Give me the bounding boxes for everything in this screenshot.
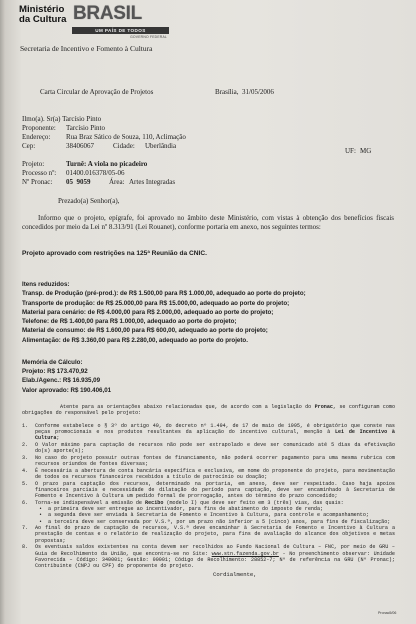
obligations-intro	[22, 404, 395, 416]
pronac-value: 05 9059	[66, 178, 91, 186]
obligation-item	[22, 468, 395, 480]
greeting: Prezado(a) Senhor(a),	[58, 197, 120, 205]
obligation-number: 7.	[22, 525, 29, 532]
reduced-item: Transporte de produção: de R$ 25.000,00 para R$ 15.000,00, adequado ao porte do projeto;	[22, 299, 290, 307]
approval-statement: Projeto aprovado com restrições na 125ª Reunião da CNIC.	[22, 250, 207, 257]
obligation-item	[22, 423, 395, 442]
receipt-copy-text: a primeira deve ser entregue ao incentivador, para fins de abatimento do imposto de renda;	[48, 506, 324, 513]
logo-band: UM PAÍS DE TODOS	[72, 27, 169, 34]
proponent-value: Tarcísio Pinto	[66, 124, 105, 132]
obligation-text-end: - No preenchimento observar: Unidade Favorecida – Código: 340001; Gestão: 00001; Código de Recolhimento: 28852-7; Nº de referência na GRU (Nº Pronac); Contribuinte (CNPJ ou CPF) do proponente do projeto.	[35, 550, 395, 569]
obligation-text: O prazo para captação dos recursos, determinado na portaria, em anexo, deve ser respeitado. Caso haja apoios financeiros parciais e necessidade de dilatação do período para captação, deve ser encaminhado à Secretaria de Fomento e Incentivo à Cultura um pedido formal de prorrogação, antes do término do prazo concedido;	[35, 480, 395, 500]
website-link-text: www.stn.fazenda.gov.br	[211, 550, 279, 557]
ministry-logo-text	[19, 5, 66, 25]
calculation-heading: Memória de Cálculo:	[22, 359, 83, 366]
reduced-items-heading: Itens reduzidos:	[22, 281, 70, 288]
process-label: Processo nº:	[22, 169, 57, 177]
obligation-number: 8.	[22, 544, 29, 551]
calculation-elab: Elab./Agenc.: R$ 16.935,09	[22, 377, 101, 385]
obligation-text: É necessária a abertura de conta bancária específica e exclusiva, em nome do proponente do projeto, para movimentação de todos os recursos financeiros recebidos a título de patrocínio ou doação;	[35, 467, 395, 481]
obligation-text: Os eventuais saldos existentes na conta devem ser recolhidos ao Fundo Nacional de Cultura – FNC, por meio de GRU – Guia de Recolhimento da União, que encontra-se no Site:	[35, 544, 395, 557]
receipt-copy-item	[35, 519, 395, 525]
place-date: Brasília, 31/05/2006	[215, 88, 274, 96]
receipt-copies-list	[35, 506, 395, 525]
obligation-number: 3.	[22, 455, 29, 462]
obligation-item	[22, 481, 395, 500]
area-label: Área:	[109, 178, 125, 186]
obligation-bold-text: Recibo	[145, 499, 164, 506]
calculation-project: Projeto: R$ 173.470,92	[22, 368, 88, 376]
logo-subtitle: GOVERNO FEDERAL	[130, 35, 167, 39]
obligations-list	[22, 423, 395, 578]
obligation-text: No caso do projeto possuir outras fontes de financiamento, não poderá ocorrer pagamento para uma mesma rubrica com recursos oriundos de fontes diversas;	[35, 455, 395, 468]
obligations-intro-text-end: , se configuram como obrigações do responsável pelo projeto:	[22, 404, 395, 417]
reduced-item: Material para cenário: de R$ 4.000,00 para R$ 2.000,00, adequado ao porte do projeto;	[22, 308, 274, 316]
state-value: MG	[360, 147, 372, 155]
obligations-intro-text: Atente para as orientações abaixo relacionadas que, de acordo com a legislação do	[60, 404, 315, 410]
obligation-text-end: (modelo I) que deve ser feito em 3 (três) vias, das quais:	[163, 499, 344, 506]
obligation-item	[22, 500, 395, 525]
obligation-text-end: ;	[56, 435, 60, 442]
addressee-line: Ilmo(a). Sr(a) Tarcísio Pinto	[22, 115, 102, 123]
address-label: Endereço:	[22, 133, 51, 141]
zip-value: 38406067	[66, 142, 94, 150]
bullet-icon: •	[39, 506, 43, 513]
city-label: Cidade:	[113, 142, 135, 150]
reduced-item: Alimentação: de R$ 3.360,00 para R$ 2.280,00, adequado ao porte do projeto.	[22, 336, 248, 344]
letter-title: Carta Circular de Aprovação de Projetos	[40, 88, 154, 96]
obligation-number: 4.	[22, 467, 29, 474]
reduced-items-section	[22, 280, 306, 345]
closing: Cordialmente,	[213, 571, 257, 579]
calculation-approved-value: Valor aprovado: R$ 190.406,01	[22, 386, 112, 394]
ministry-line-1: Ministério	[19, 4, 65, 15]
ministry-line-2: da Cultura	[19, 14, 67, 25]
obligation-number: 1.	[22, 423, 29, 429]
bullet-icon: •	[39, 512, 43, 519]
obligation-item	[22, 544, 395, 569]
reduced-item: Telefone: de R$ 1.400,00 para R$ 1.000,00, adequado ao porte do projeto;	[22, 318, 237, 326]
secretariat-name: Secretaria de Incentivo e Fomento à Cultura	[20, 44, 153, 53]
city-value: Uberlândia	[145, 142, 177, 150]
obligations-intro-bold: Pronac	[314, 404, 333, 410]
receipt-copy-text: a segunda deve ser enviada à Secretaria de Fomento e Incentivo à Cultura, para controle e acompanhamento;	[48, 512, 369, 519]
footer-code: Pronac5/06	[378, 611, 397, 615]
area-value: Artes Integradas	[129, 178, 176, 186]
project-label: Projeto:	[22, 160, 45, 168]
bullet-icon: •	[39, 518, 43, 525]
project-value: Turnê: A viola no picadeiro	[66, 160, 148, 168]
pronac-label: Nº Pronac:	[22, 178, 53, 186]
obligation-number: 6.	[22, 499, 29, 506]
logo-word: BRASIL	[73, 3, 142, 24]
address-value: Rua Braz Sático de Souza, 110, Aclimação	[66, 133, 186, 141]
brasil-government-logo	[72, 3, 169, 41]
zip-label: Cep:	[22, 142, 36, 150]
obligation-bold-text: Lei de Incentivo à Cultura	[35, 429, 395, 442]
process-value: 01400.016378/05-06	[66, 169, 125, 177]
reduced-item: Material de consumo: de R$ 1.600,00 para R$ 600,00, adequado ao porte do projeto;	[22, 327, 268, 335]
obligation-item	[22, 455, 395, 467]
receipt-copy-text: a terceira deve ser conservada por V.S.ª, por um prazo não inferior a 5 (cinco) anos, para fins de fiscalização;	[48, 518, 391, 525]
obligation-number: 2.	[22, 442, 29, 449]
obligation-item	[22, 525, 395, 544]
proponent-label: Proponente:	[22, 124, 56, 132]
obligation-text: Torna-se indispensável a emissão de	[35, 499, 146, 506]
calculation-section	[22, 358, 111, 395]
obligation-text: O Valor máximo para captação de recursos não pode ser extrapolado e deve ser comunicado até 5 dias da efetivação do(s) aporte(s);	[35, 442, 395, 455]
obligation-number: 5.	[22, 480, 29, 487]
obligation-text: Conforme estabelece o § 3º do artigo 40, do decreto nº 1.494, de 17 de maio de 1995, é obrigatório que conste nas peças promocionais e nos produtos resultantes da aplicação do incentivo cultural, menção à	[35, 423, 395, 436]
reduced-item: Transp. de Produção (pré-prod.): de R$ 1.500,00 para R$ 1.000,00, adequado ao porte do projeto;	[22, 290, 306, 298]
obligation-text: Ao final do prazo de captação de recursos, V.S.ª deve encaminhar à Secretaria de Fomento e Incentivo à Cultura a prestação de contas e o relatório de realização do projeto, para fins de avaliação do alcance dos objetivos e metas propostas;	[35, 525, 395, 544]
state-label: UF:	[345, 147, 356, 155]
obligation-item	[22, 442, 395, 454]
intro-paragraph: Informo que o projeto, epígrafe, foi aprovado no âmbito deste Ministério, com vistas à obtenção dos benefícios fiscais concedidos por meio da Lei nº 8.313/91 (Lei Rouanet), conforme portaria em anexo, nos seguintes termos:	[22, 214, 394, 231]
